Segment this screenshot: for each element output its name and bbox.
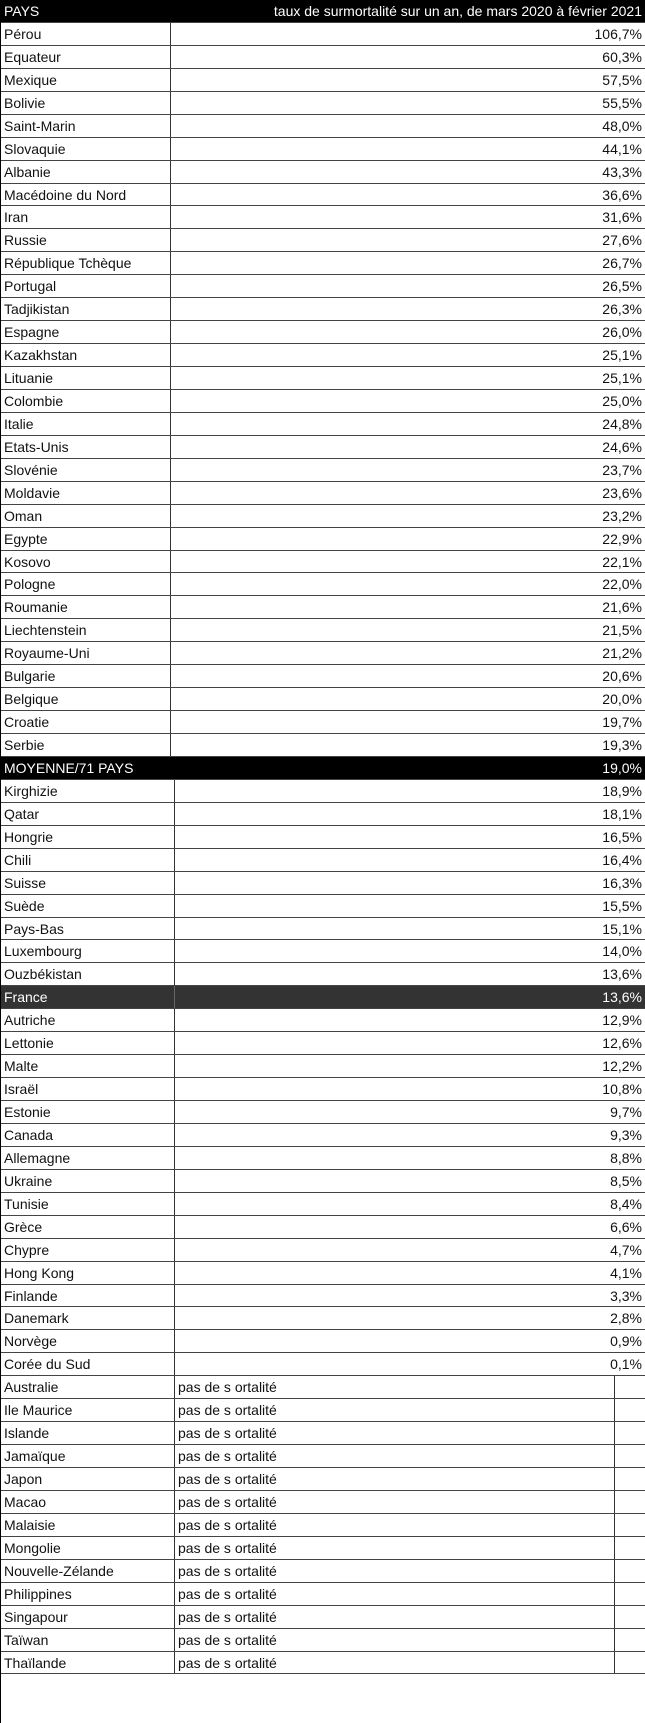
table-row [1, 1216, 645, 1239]
table-row [1, 1376, 645, 1399]
country-cell: Luxembourg [1, 940, 175, 962]
rate-cell: 26,0% [602, 324, 642, 341]
rate-cell: 21,5% [602, 622, 642, 639]
rate-cell: 23,7% [602, 461, 642, 478]
table-row [1, 1514, 645, 1537]
rate-cell: 26,7% [602, 255, 642, 272]
table-row [1, 1307, 645, 1330]
rate-cell: 15,5% [602, 897, 642, 914]
table-row [1, 734, 645, 757]
rate-cell: 12,9% [602, 1012, 642, 1029]
table-header [1, 0, 645, 23]
country-cell: Kirghizie [1, 780, 175, 802]
country-cell: Thaïlande [1, 1652, 175, 1674]
country-cell: Ile Maurice [1, 1399, 175, 1421]
rate-cell: 44,1% [602, 140, 642, 157]
rate-cell: 23,6% [602, 484, 642, 501]
rate-cell: pas de s ortalité [175, 1606, 615, 1628]
country-cell: Russie [1, 229, 171, 251]
country-cell: Islande [1, 1422, 175, 1444]
table-row [1, 963, 645, 986]
table-row [1, 619, 645, 642]
country-cell: Saint-Marin [1, 115, 171, 137]
table-row [1, 642, 645, 665]
table-row [1, 1606, 645, 1629]
table-row [1, 46, 645, 69]
table-row [1, 161, 645, 184]
rate-cell: pas de s ortalité [175, 1629, 615, 1651]
country-cell: Serbie [1, 734, 171, 756]
group-no-excess-mortality [1, 1376, 645, 1674]
group-below-average [1, 780, 645, 1376]
table-row [1, 1537, 645, 1560]
rate-cell: 20,0% [602, 691, 642, 708]
rate-cell: 6,6% [610, 1218, 642, 1235]
country-cell: Tunisie [1, 1193, 175, 1215]
rate-cell: 57,5% [602, 71, 642, 88]
table-row [1, 528, 645, 551]
country-cell: Mongolie [1, 1537, 175, 1559]
table-row [1, 1445, 645, 1468]
country-cell: Suisse [1, 872, 175, 894]
rate-cell: 60,3% [602, 48, 642, 65]
country-cell: Ukraine [1, 1170, 175, 1192]
country-cell: Suède [1, 895, 175, 917]
country-cell: Lituanie [1, 367, 171, 389]
country-cell: Japon [1, 1468, 175, 1490]
country-cell: Malte [1, 1055, 175, 1077]
country-cell: Finlande [1, 1285, 175, 1307]
table-row [1, 849, 645, 872]
rate-cell: 16,5% [602, 828, 642, 845]
table-row [1, 826, 645, 849]
table-row [1, 1032, 645, 1055]
country-cell: Albanie [1, 161, 171, 183]
table-row [1, 1193, 645, 1216]
rate-cell: 18,9% [602, 782, 642, 799]
rate-cell: 2,8% [610, 1310, 642, 1327]
table-row [1, 115, 645, 138]
rate-cell: 8,5% [610, 1172, 642, 1189]
country-cell: Singapour [1, 1606, 175, 1628]
table-row [1, 1285, 645, 1308]
rate-cell: 26,5% [602, 278, 642, 295]
table-row [1, 1101, 645, 1124]
rate-cell: 9,3% [610, 1126, 642, 1143]
table-row [1, 872, 645, 895]
table-row [1, 1078, 645, 1101]
rate-cell: 9,7% [610, 1104, 642, 1120]
country-cell: Portugal [1, 275, 171, 297]
country-cell: Canada [1, 1124, 175, 1146]
rate-cell: 19,3% [602, 737, 642, 753]
rate-cell: 12,6% [602, 1035, 642, 1052]
table-row [1, 1009, 645, 1032]
country-cell: Jamaïque [1, 1445, 175, 1467]
rate-cell: 25,1% [602, 347, 642, 364]
rate-cell: 21,6% [602, 599, 642, 616]
rate-cell: 36,6% [602, 186, 642, 203]
table-row [1, 573, 645, 596]
table-row [1, 206, 645, 229]
country-cell: Macao [1, 1491, 175, 1513]
country-cell: Allemagne [1, 1147, 175, 1169]
table-row [1, 711, 645, 734]
rate-cell: 24,6% [602, 438, 642, 455]
table-row [1, 895, 645, 918]
rate-cell: 27,6% [602, 232, 642, 249]
country-cell: Pays-Bas [1, 918, 175, 940]
table-row [1, 1353, 645, 1376]
country-cell: Nouvelle-Zélande [1, 1560, 175, 1582]
table-row [1, 551, 645, 574]
rate-cell: pas de s ortalité [175, 1376, 615, 1398]
table-row [1, 69, 645, 92]
country-cell: Equateur [1, 46, 171, 68]
country-cell: Pérou [1, 23, 171, 45]
country-cell: Norvège [1, 1330, 175, 1352]
country-cell: Royaume-Uni [1, 642, 171, 664]
table-row [1, 459, 645, 482]
country-cell: Estonie [1, 1101, 175, 1123]
country-cell: Espagne [1, 321, 171, 343]
rate-cell: pas de s ortalité [175, 1422, 615, 1444]
country-cell: Oman [1, 505, 171, 527]
rate-cell: 13,6% [602, 989, 642, 1006]
rate-cell: 16,4% [602, 851, 642, 868]
table-row [1, 482, 645, 505]
rate-cell: 0,9% [610, 1333, 642, 1350]
table-row [1, 1124, 645, 1147]
rate-cell: 25,1% [602, 370, 642, 386]
rate-cell: 43,3% [602, 163, 642, 180]
rate-cell: 20,6% [602, 668, 642, 685]
country-cell: Liechtenstein [1, 619, 171, 641]
table-row [1, 92, 645, 115]
table-row [1, 229, 645, 252]
country-cell: Tadjikistan [1, 298, 171, 320]
rate-cell: pas de s ortalité [175, 1560, 615, 1582]
table-row [1, 1629, 645, 1652]
rate-cell: 4,7% [610, 1241, 642, 1258]
rate-cell: 18,1% [602, 805, 642, 822]
country-cell: Iran [1, 206, 171, 228]
table-row [1, 665, 645, 688]
table-row [1, 940, 645, 963]
average-label: MOYENNE/71 PAYS [4, 759, 134, 776]
rate-cell: 19,7% [602, 714, 642, 731]
country-cell: Slovaquie [1, 138, 171, 160]
country-cell: Autriche [1, 1009, 175, 1031]
country-cell: Hong Kong [1, 1262, 175, 1284]
rate-cell: 55,5% [602, 94, 642, 111]
rate-cell: 15,1% [602, 920, 642, 937]
country-cell: Roumanie [1, 596, 171, 618]
rate-cell: 22,0% [602, 576, 642, 593]
table-row [1, 1262, 645, 1285]
country-cell: Egypte [1, 528, 171, 550]
country-cell: Hongrie [1, 826, 175, 848]
country-cell: Chypre [1, 1239, 175, 1261]
rate-cell: 22,9% [602, 530, 642, 547]
average-row [1, 757, 645, 780]
country-cell: France [1, 986, 175, 1008]
rate-cell: 8,4% [610, 1195, 642, 1212]
rate-cell: 23,2% [602, 507, 642, 524]
group-above-average [1, 23, 645, 757]
table-row [1, 413, 645, 436]
table-row [1, 1170, 645, 1193]
table-row [1, 1422, 645, 1445]
rate-cell: 8,8% [610, 1149, 642, 1166]
rate-cell: 21,2% [602, 645, 642, 662]
country-cell: Belgique [1, 688, 171, 710]
table-row [1, 1147, 645, 1170]
country-cell: Colombie [1, 390, 171, 412]
country-cell: Taïwan [1, 1629, 175, 1651]
rate-cell: 3,3% [610, 1287, 642, 1304]
rate-cell: 106,7% [594, 25, 642, 42]
rate-cell: pas de s ortalité [175, 1583, 615, 1605]
country-cell: Grèce [1, 1216, 175, 1238]
table-row [1, 344, 645, 367]
rate-cell: pas de s ortalité [175, 1468, 615, 1490]
rate-cell: 48,0% [602, 117, 642, 134]
country-cell: Philippines [1, 1583, 175, 1605]
table-row [1, 298, 645, 321]
rate-cell: 26,3% [602, 301, 642, 318]
country-cell: Qatar [1, 803, 175, 825]
country-cell: Etats-Unis [1, 436, 171, 458]
country-cell: Ouzbékistan [1, 963, 175, 985]
country-cell: Croatie [1, 711, 171, 733]
table-row [1, 596, 645, 619]
table-row [1, 1583, 645, 1606]
table-row [1, 184, 645, 207]
rate-cell: pas de s ortalité [175, 1399, 615, 1421]
country-cell: Italie [1, 413, 171, 435]
country-cell: Corée du Sud [1, 1353, 175, 1375]
country-cell: Bolivie [1, 92, 171, 114]
rate-cell: 31,6% [602, 209, 642, 226]
table-row [1, 252, 645, 275]
country-cell: Slovénie [1, 459, 171, 481]
rate-cell: 14,0% [602, 943, 642, 960]
table-row [1, 803, 645, 826]
header-rate: taux de surmortalité sur un an, de mars 2020 à février 2021 [273, 3, 642, 19]
country-cell: Lettonie [1, 1032, 175, 1054]
average-value: 19,0% [602, 759, 642, 776]
table-row [1, 1239, 645, 1262]
table-row [1, 138, 645, 161]
rate-cell: 0,1% [610, 1356, 642, 1373]
rate-cell: 24,8% [602, 415, 642, 432]
country-cell: Kazakhstan [1, 344, 171, 366]
country-cell: Chili [1, 849, 175, 871]
table-row [1, 505, 645, 528]
country-cell: Macédoine du Nord [1, 184, 171, 206]
table-row [1, 1468, 645, 1491]
rate-cell: 22,1% [602, 553, 642, 570]
rate-cell: 10,8% [602, 1081, 642, 1098]
table-row [1, 367, 645, 390]
country-cell: Bulgarie [1, 665, 171, 687]
table-row [1, 1055, 645, 1078]
table-row [1, 390, 645, 413]
table-row [1, 1330, 645, 1353]
country-cell: Pologne [1, 573, 171, 595]
rate-cell: 12,2% [602, 1058, 642, 1075]
table-row [1, 321, 645, 344]
table-row [1, 1399, 645, 1422]
country-cell: Mexique [1, 69, 171, 91]
table-row [1, 1560, 645, 1583]
rate-cell: pas de s ortalité [175, 1514, 615, 1536]
country-cell: République Tchèque [1, 252, 171, 274]
rate-cell: pas de s ortalité [175, 1445, 615, 1467]
country-cell: Australie [1, 1376, 175, 1398]
rate-cell: 16,3% [602, 874, 642, 891]
rate-cell: 4,1% [610, 1264, 642, 1281]
rate-cell: 25,0% [602, 392, 642, 409]
rate-cell: pas de s ortalité [175, 1537, 615, 1559]
country-cell: Moldavie [1, 482, 171, 504]
header-country: PAYS [4, 3, 40, 19]
country-cell: Israël [1, 1078, 175, 1100]
country-cell: Malaisie [1, 1514, 175, 1536]
rate-cell: pas de s ortalité [175, 1491, 615, 1513]
table-row [1, 688, 645, 711]
table-row [1, 780, 645, 803]
country-cell: Danemark [1, 1307, 175, 1329]
rate-cell: 13,6% [602, 966, 642, 983]
rate-cell: pas de s ortalité [175, 1652, 615, 1674]
table-row [1, 1652, 645, 1675]
table-row [1, 1491, 645, 1514]
country-cell: Kosovo [1, 551, 171, 573]
table-row [1, 986, 645, 1009]
table-row [1, 275, 645, 298]
table-row [1, 918, 645, 941]
table-row [1, 23, 645, 46]
table-row [1, 436, 645, 459]
